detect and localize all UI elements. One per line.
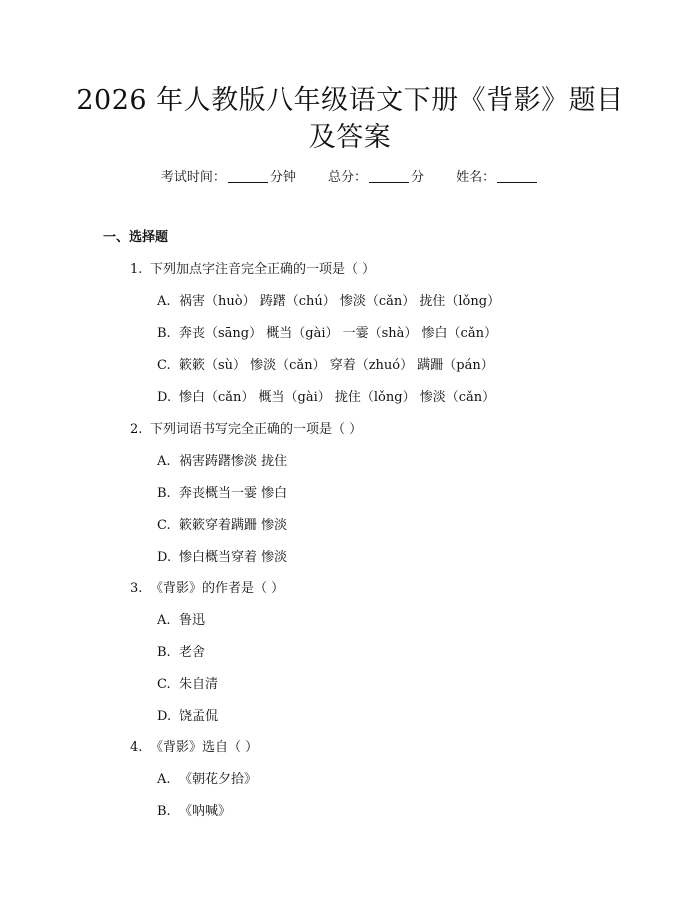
option-text: 簌簌（sù） 惨淡（cǎn） 穿着（zhuó） 蹒跚（pán） bbox=[179, 358, 494, 373]
total-score-field bbox=[328, 168, 424, 188]
option-text: 祸害（huò） 踌躇（chú） 惨淡（cǎn） 拢住（lǒng） bbox=[179, 294, 501, 309]
question-number: 1. bbox=[130, 262, 143, 277]
question-2-option-c bbox=[157, 516, 287, 536]
option-letter: C. bbox=[157, 358, 171, 373]
question-4-option-a bbox=[157, 770, 257, 790]
option-text: 簌簌穿着蹒跚 惨淡 bbox=[179, 518, 288, 533]
exam-info-line bbox=[0, 168, 700, 188]
question-text: 下列加点字注音完全正确的一项是（ ） bbox=[150, 262, 376, 277]
question-text: 《背影》的作者是（ ） bbox=[150, 581, 285, 596]
question-1 bbox=[130, 260, 375, 280]
question-number: 4. bbox=[130, 740, 143, 755]
option-text: 祸害踌躇惨淡 拢住 bbox=[179, 454, 288, 469]
question-3-option-a bbox=[157, 611, 205, 631]
question-4-option-b bbox=[157, 802, 231, 822]
option-text: 奔丧（sāng） 概当（gài） 一霎（shà） 惨白（cǎn） bbox=[179, 326, 497, 341]
option-letter: A. bbox=[157, 613, 171, 628]
question-number: 3. bbox=[130, 581, 143, 596]
question-2 bbox=[130, 420, 362, 440]
exam-time-label: 考试时间： bbox=[160, 170, 226, 185]
option-letter: A. bbox=[157, 454, 171, 469]
question-2-option-a bbox=[157, 452, 287, 472]
option-text: 老舍 bbox=[179, 645, 206, 660]
question-3-option-d bbox=[157, 707, 218, 727]
question-1-option-a bbox=[157, 292, 500, 312]
option-letter: B. bbox=[157, 326, 171, 341]
option-text: 惨白概当穿着 惨淡 bbox=[179, 550, 288, 565]
exam-time-unit: 分钟 bbox=[269, 170, 296, 185]
question-number: 2. bbox=[130, 422, 143, 437]
total-score-unit: 分 bbox=[411, 170, 425, 185]
question-2-option-d bbox=[157, 548, 287, 568]
page-title-line-1: 2026 年人教版八年级语文下册《背影》题目 bbox=[76, 85, 624, 116]
exam-time-field bbox=[161, 168, 296, 188]
option-text: 惨白（cǎn） 概当（gài） 拢住（lǒng） 惨淡（cǎn） bbox=[179, 390, 496, 405]
total-score-label: 总分： bbox=[327, 170, 367, 185]
student-name-label: 姓名： bbox=[456, 170, 496, 185]
question-4 bbox=[130, 738, 258, 758]
student-name-blank bbox=[497, 170, 537, 183]
option-letter: B. bbox=[157, 804, 171, 819]
option-letter: B. bbox=[157, 486, 171, 501]
question-3 bbox=[130, 579, 284, 599]
option-letter: B. bbox=[157, 645, 171, 660]
question-text: 下列词语书写完全正确的一项是（ ） bbox=[150, 422, 363, 437]
option-text: 朱自清 bbox=[179, 677, 219, 692]
page-title bbox=[70, 82, 630, 156]
total-score-blank bbox=[369, 170, 409, 183]
question-3-option-b bbox=[157, 643, 205, 663]
option-letter: A. bbox=[157, 772, 171, 787]
section-heading: 一、选择题 bbox=[103, 230, 169, 245]
option-text: 《呐喊》 bbox=[179, 804, 232, 819]
option-letter: C. bbox=[157, 677, 171, 692]
page-title-line-2: 及答案 bbox=[308, 122, 392, 153]
option-letter: C. bbox=[157, 518, 171, 533]
option-text: 饶孟侃 bbox=[179, 709, 219, 724]
option-letter: D. bbox=[157, 550, 172, 565]
question-2-option-b bbox=[157, 484, 287, 504]
option-letter: A. bbox=[157, 294, 171, 309]
option-text: 鲁迅 bbox=[179, 613, 206, 628]
question-3-option-c bbox=[157, 675, 218, 695]
student-name-field bbox=[456, 168, 539, 188]
option-text: 奔丧概当一霎 惨白 bbox=[179, 486, 288, 501]
question-text: 《背影》选自（ ） bbox=[150, 740, 259, 755]
question-1-option-c bbox=[157, 356, 494, 376]
option-text: 《朝花夕拾》 bbox=[179, 772, 258, 787]
question-1-option-b bbox=[157, 324, 497, 344]
option-letter: D. bbox=[157, 390, 172, 405]
question-1-option-d bbox=[157, 388, 495, 408]
option-letter: D. bbox=[157, 709, 172, 724]
exam-time-blank bbox=[228, 170, 268, 183]
